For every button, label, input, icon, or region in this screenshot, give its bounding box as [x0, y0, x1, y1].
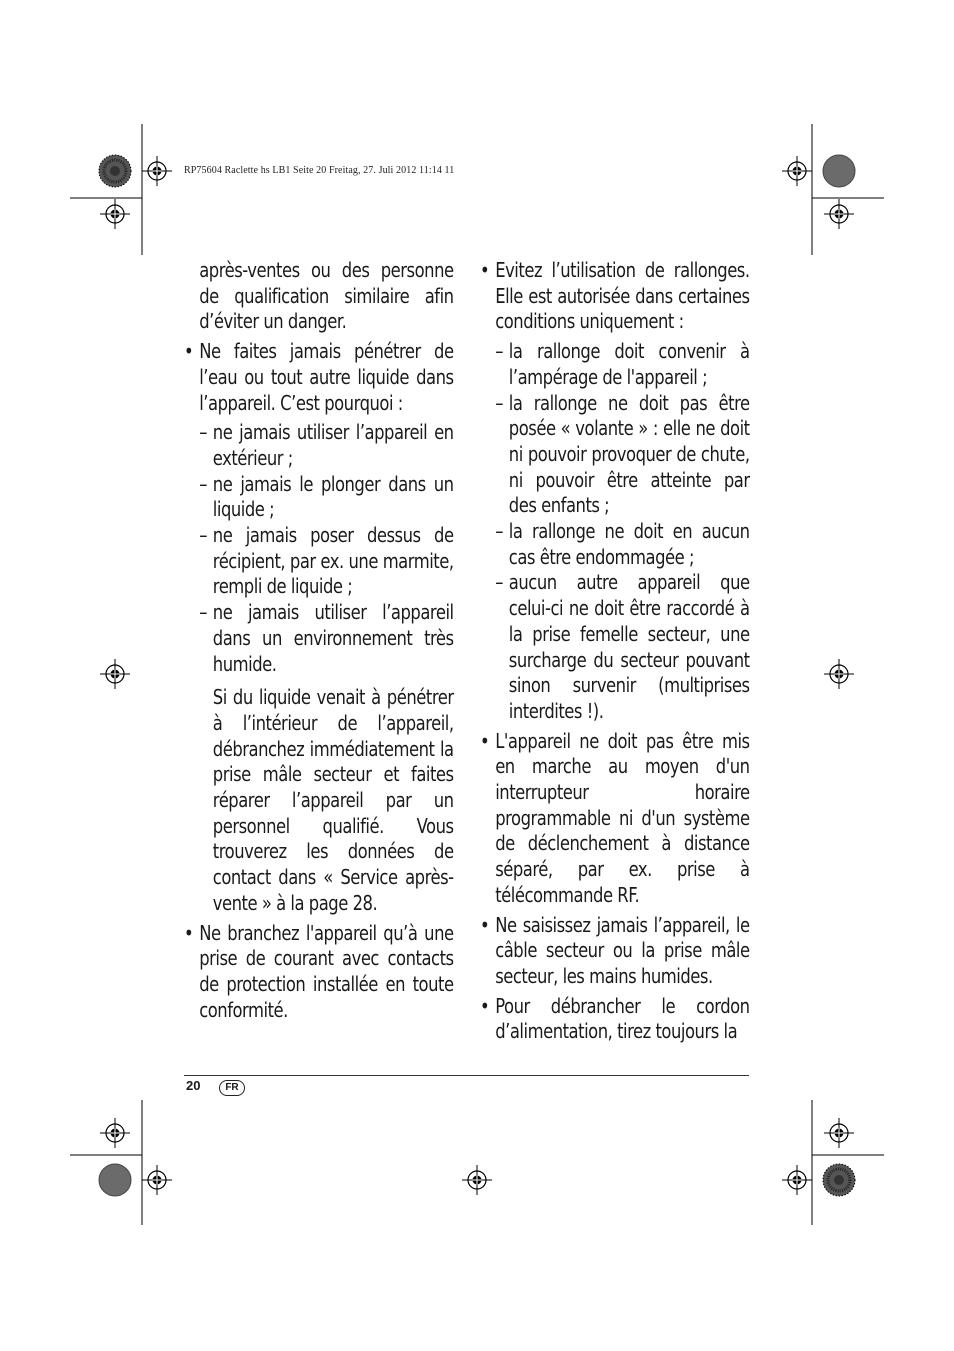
registration-mark-top-left — [70, 124, 172, 255]
dash-item: – la rallonge ne doit pas être posée « volante » : elle ne doit ni pouvoir provoquer de chute, ni pouvoir être atteinte par des enfants ; — [480, 391, 750, 520]
bullet-water-warning: • Ne faites jamais pénétrer de l’eau ou tout autre liquide dans l’appareil. C’est pourquoi : — [184, 339, 454, 416]
registration-mark-bottom-left — [70, 1100, 172, 1225]
bullet-extension-warning: • Evitez l’utilisation de rallonges. Elle est autorisée dans certaines conditions uniquement : — [480, 258, 750, 335]
liquid-paragraph: Si du liquide venait à pénétrer à l’intérieur de l’appareil, débranchez immédiatement la prise mâle secteur et faites réparer l’appareil par un personnel qualifié. Vous trouverez les données de contact dans « Service après-vente » à la page 28. — [212, 685, 454, 915]
bullet-wet-hands-warning: • Ne saisissez jamais l’appareil, le câble secteur ou la prise mâle secteur, les mains humides. — [480, 913, 750, 990]
registration-mark-mid-left — [100, 659, 130, 689]
bullet-socket-warning: • Ne branchez l'appareil qu’à une prise de courant avec contacts de protection installée en toute conformité. — [184, 921, 454, 1024]
dash-item: – ne jamais utiliser l’appareil dans un environnement très humide. — [184, 600, 454, 677]
dash-item: – ne jamais poser dessus de récipient, par ex. une marmite, rempli de liquide ; — [184, 523, 454, 600]
registration-mark-mid-right — [824, 659, 854, 689]
dash-item: – aucun autre appareil que celui-ci ne doit être raccordé à la prise femelle secteur, une surcharge du secteur pouvant sinon survenir (multiprises interdites !). — [480, 570, 750, 724]
right-column — [480, 258, 750, 1049]
dash-item: – ne jamais le plonger dans un liquide ; — [184, 472, 454, 523]
dash-item: – la rallonge ne doit en aucun cas être endommagée ; — [480, 519, 750, 570]
dash-item: – ne jamais utiliser l’appareil en extérieur ; — [184, 420, 454, 471]
page-number: 20 — [186, 1078, 201, 1093]
registration-mark-bottom-center — [462, 1165, 492, 1195]
registration-mark-top-right — [782, 124, 884, 255]
footer-rule — [184, 1075, 749, 1076]
left-column — [184, 258, 454, 1027]
print-job-info: RP75604 Raclette hs LB1 Seite 20 Freitag, 27. Juli 2012 11:14 11 — [184, 165, 455, 176]
bullet-timer-warning: • L'appareil ne doit pas être mis en marche au moyen d'un interrupteur horaire programmable ni d'un système de déclenchement à distance séparé, par ex. prise à télécommande RF. — [480, 729, 750, 909]
language-badge: FR — [219, 1080, 245, 1096]
registration-mark-bottom-right — [782, 1100, 884, 1225]
dash-item: – la rallonge doit convenir à l’ampérage de l'appareil ; — [480, 339, 750, 390]
bullet-unplug-instruction: • Pour débrancher le cordon d’alimentation, tirez toujours la — [480, 994, 750, 1045]
continued-text: après-ventes ou des personne de qualification similaire afin d’éviter un danger. — [199, 258, 454, 334]
